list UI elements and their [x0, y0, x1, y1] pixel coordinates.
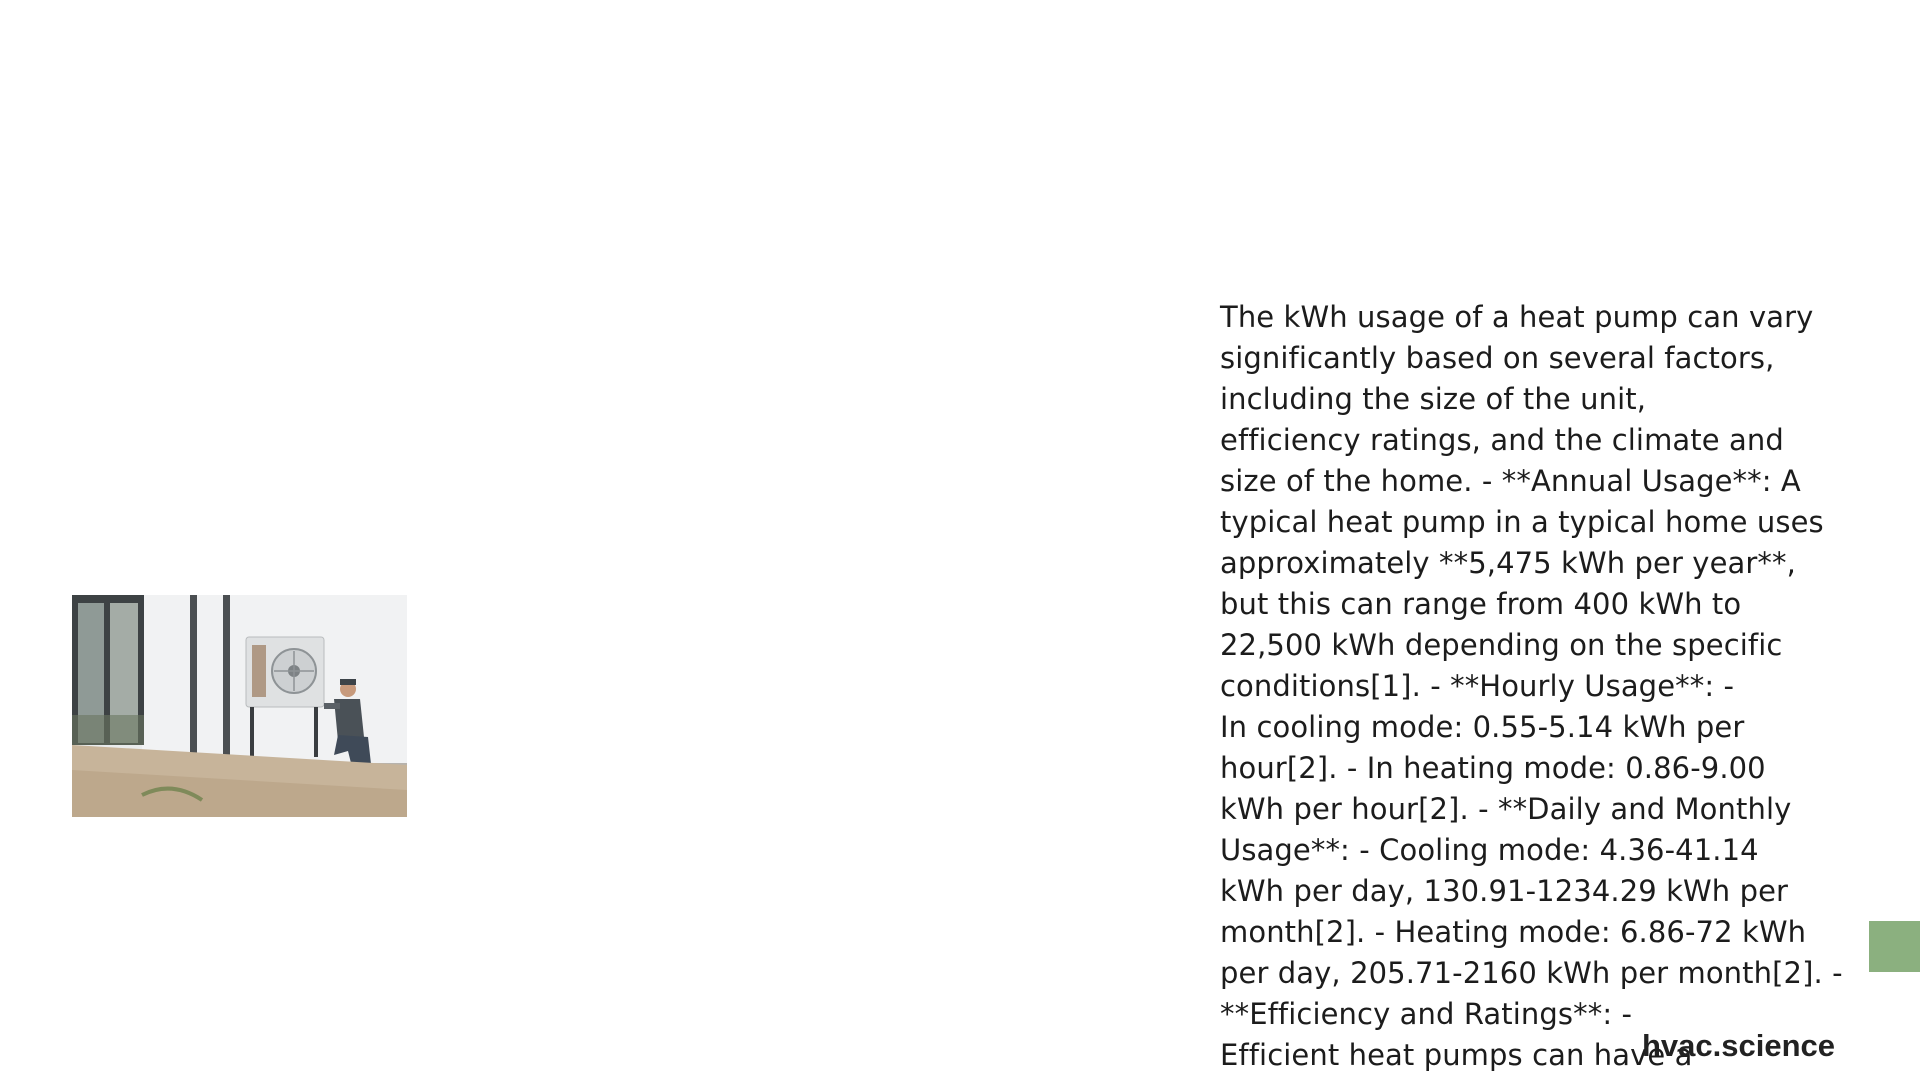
article-line: month[2]. - Heating mode: 6.86-72 kWh [1220, 915, 1807, 949]
accent-tab [1869, 921, 1920, 972]
article-line: conditions[1]. - **Hourly Usage**: - [1220, 669, 1735, 703]
heat-pump-installation-photo [72, 595, 407, 817]
article-line: kWh per day, 130.91-1234.29 kWh per [1220, 874, 1789, 908]
article-line: efficiency ratings, and the climate and [1220, 423, 1784, 457]
article-line: size of the home. - **Annual Usage**: A [1220, 464, 1801, 498]
article-line: typical heat pump in a typical home uses [1220, 505, 1824, 539]
article-line: including the size of the unit, [1220, 382, 1647, 416]
article-line: kWh per hour[2]. - **Daily and Monthly [1220, 792, 1792, 826]
site-watermark: hvac.science [1642, 1028, 1836, 1063]
article-line: approximately **5,475 kWh per year**, [1220, 546, 1796, 580]
article-line: The kWh usage of a heat pump can vary [1220, 300, 1814, 334]
article-line: hour[2]. - In heating mode: 0.86-9.00 [1220, 751, 1766, 785]
article-line: **Efficiency and Ratings**: - [1220, 997, 1633, 1031]
article-line: In cooling mode: 0.55-5.14 kWh per [1220, 710, 1745, 744]
article-line: per day, 205.71-2160 kWh per month[2]. - [1220, 956, 1843, 990]
article-line: but this can range from 400 kWh to [1220, 587, 1742, 621]
article-line: Efficient heat pumps can have a [1220, 1038, 1693, 1072]
article-line: Usage**: - Cooling mode: 4.36-41.14 [1220, 833, 1759, 867]
article-body-text [1220, 297, 1843, 1076]
photo-illustration [72, 595, 407, 817]
article-line: significantly based on several factors, [1220, 341, 1775, 375]
article-line: 22,500 kWh depending on the specific [1220, 628, 1783, 662]
